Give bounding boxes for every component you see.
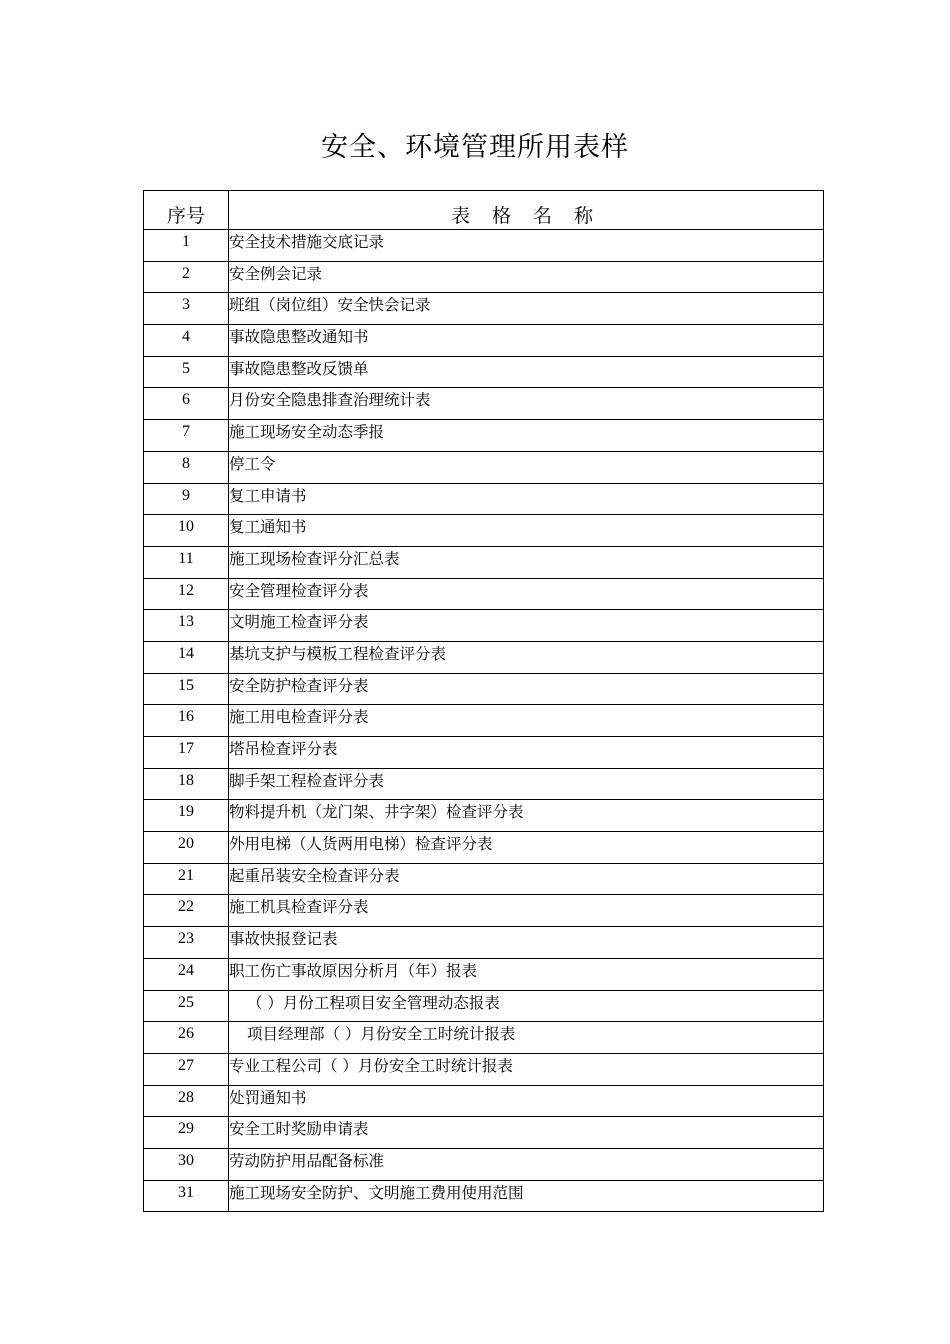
- table-body: [144, 230, 824, 1212]
- row-number: 23: [144, 927, 229, 959]
- table-row: [144, 990, 824, 1022]
- table-row: [144, 800, 824, 832]
- table-row: [144, 578, 824, 610]
- table-row: [144, 832, 824, 864]
- row-number: 15: [144, 673, 229, 705]
- row-number: 1: [144, 230, 229, 262]
- table-row: [144, 388, 824, 420]
- row-number: 21: [144, 863, 229, 895]
- row-number: 8: [144, 451, 229, 483]
- table-row: [144, 737, 824, 769]
- header-number: 序号: [144, 191, 229, 230]
- row-form-name: 安全工时奖励申请表: [229, 1117, 824, 1149]
- row-number: 10: [144, 515, 229, 547]
- row-number: 27: [144, 1053, 229, 1085]
- row-form-name: 班组（岗位组）安全快会记录: [229, 293, 824, 325]
- row-form-name: 外用电梯（人货两用电梯）检查评分表: [229, 832, 824, 864]
- row-number: 9: [144, 483, 229, 515]
- row-number: 2: [144, 261, 229, 293]
- row-form-name: 安全防护检查评分表: [229, 673, 824, 705]
- row-form-name: 项目经理部（ ）月份安全工时统计报表: [229, 1022, 824, 1054]
- table-row: [144, 325, 824, 357]
- row-form-name: 复工通知书: [229, 515, 824, 547]
- header-name: 表 格 名 称: [229, 191, 824, 230]
- row-form-name: （ ）月份工程项目安全管理动态报表: [229, 990, 824, 1022]
- row-number: 18: [144, 768, 229, 800]
- page-title: 安全、环境管理所用表样: [321, 132, 629, 163]
- row-number: 11: [144, 546, 229, 578]
- row-number: 29: [144, 1117, 229, 1149]
- table-row: [144, 356, 824, 388]
- row-form-name: 处罚通知书: [229, 1085, 824, 1117]
- table-row: [144, 420, 824, 452]
- row-number: 31: [144, 1180, 229, 1212]
- row-form-name: 劳动防护用品配备标准: [229, 1148, 824, 1180]
- row-form-name: 专业工程公司（ ）月份安全工时统计报表: [229, 1053, 824, 1085]
- row-form-name: 施工现场安全动态季报: [229, 420, 824, 452]
- row-number: 30: [144, 1148, 229, 1180]
- row-form-name: 安全技术措施交底记录: [229, 230, 824, 262]
- table-row: [144, 230, 824, 262]
- table-row: [144, 610, 824, 642]
- row-form-name: 施工现场检查评分汇总表: [229, 546, 824, 578]
- table-row: [144, 1180, 824, 1212]
- table-row: [144, 958, 824, 990]
- row-number: 28: [144, 1085, 229, 1117]
- row-form-name: 安全例会记录: [229, 261, 824, 293]
- row-number: 5: [144, 356, 229, 388]
- forms-table: [143, 190, 824, 1212]
- row-number: 16: [144, 705, 229, 737]
- row-form-name: 起重吊装安全检查评分表: [229, 863, 824, 895]
- table-row: [144, 1148, 824, 1180]
- row-form-name: 文明施工检查评分表: [229, 610, 824, 642]
- row-number: 13: [144, 610, 229, 642]
- row-form-name: 安全管理检查评分表: [229, 578, 824, 610]
- table-row: [144, 546, 824, 578]
- table-row: [144, 895, 824, 927]
- table-header-row: [144, 191, 824, 230]
- row-number: 7: [144, 420, 229, 452]
- table-row: [144, 1085, 824, 1117]
- row-form-name: 施工现场安全防护、文明施工费用使用范围: [229, 1180, 824, 1212]
- row-number: 19: [144, 800, 229, 832]
- row-number: 17: [144, 737, 229, 769]
- row-form-name: 脚手架工程检查评分表: [229, 768, 824, 800]
- table-row: [144, 863, 824, 895]
- table-row: [144, 293, 824, 325]
- row-form-name: 事故快报登记表: [229, 927, 824, 959]
- row-form-name: 塔吊检查评分表: [229, 737, 824, 769]
- table-row: [144, 261, 824, 293]
- row-number: 22: [144, 895, 229, 927]
- row-form-name: 基坑支护与模板工程检查评分表: [229, 641, 824, 673]
- table-row: [144, 705, 824, 737]
- table-row: [144, 927, 824, 959]
- row-form-name: 职工伤亡事故原因分析月（年）报表: [229, 958, 824, 990]
- row-form-name: 事故隐患整改通知书: [229, 325, 824, 357]
- table-row: [144, 1053, 824, 1085]
- row-number: 20: [144, 832, 229, 864]
- row-form-name: 月份安全隐患排查治理统计表: [229, 388, 824, 420]
- row-number: 3: [144, 293, 229, 325]
- table-row: [144, 1022, 824, 1054]
- row-number: 25: [144, 990, 229, 1022]
- table-row: [144, 673, 824, 705]
- row-form-name: 停工令: [229, 451, 824, 483]
- row-form-name: 复工申请书: [229, 483, 824, 515]
- row-form-name: 事故隐患整改反馈单: [229, 356, 824, 388]
- row-number: 14: [144, 641, 229, 673]
- row-number: 4: [144, 325, 229, 357]
- table-row: [144, 768, 824, 800]
- table-row: [144, 515, 824, 547]
- row-number: 24: [144, 958, 229, 990]
- table-row: [144, 483, 824, 515]
- row-form-name: 施工机具检查评分表: [229, 895, 824, 927]
- table-row: [144, 641, 824, 673]
- row-number: 26: [144, 1022, 229, 1054]
- row-form-name: 施工用电检查评分表: [229, 705, 824, 737]
- table-row: [144, 1117, 824, 1149]
- table-row: [144, 451, 824, 483]
- row-form-name: 物料提升机（龙门架、井字架）检查评分表: [229, 800, 824, 832]
- row-number: 12: [144, 578, 229, 610]
- row-number: 6: [144, 388, 229, 420]
